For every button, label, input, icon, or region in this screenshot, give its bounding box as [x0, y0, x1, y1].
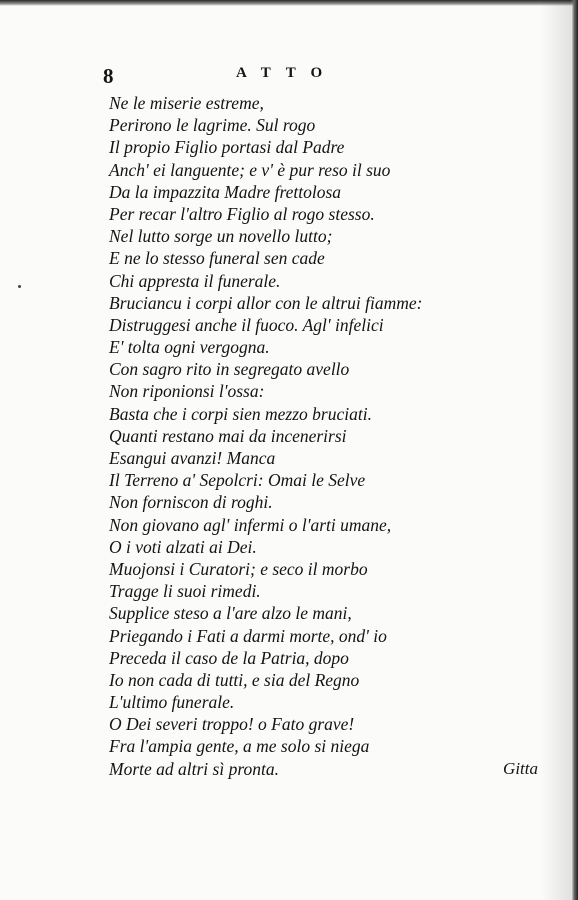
running-head: ATTO: [236, 65, 338, 81]
page-shadow: [541, 0, 571, 900]
catchword: Gitta: [503, 759, 538, 778]
verse-line: Fra l'ampia gente, a me solo si niega: [109, 736, 370, 757]
verse-line: E ne lo stesso funeral sen cade: [109, 248, 325, 269]
verse-line: Basta che i corpi sien mezzo bruciati.: [109, 403, 372, 424]
verse-line: Morte ad altri sì pronta.: [109, 758, 279, 779]
verse-line: Nel lutto sorge un novello lutto;: [109, 226, 333, 247]
page-number: 8: [103, 64, 114, 88]
verse-text: [109, 92, 423, 780]
verse-line: L'ultimo funerale.: [109, 692, 235, 713]
verse-line: Tragge li suoi rimedi.: [109, 581, 261, 602]
verse-line: Chi appresta il funerale.: [109, 270, 281, 291]
verse-line: Il propio Figlio portasi dal Padre: [109, 137, 345, 158]
verse-line: Per recar l'altro Figlio al rogo stesso.: [109, 203, 375, 224]
verse-line: Preceda il caso de la Patria, dopo: [109, 647, 349, 668]
verse-line: O i voti alzati ai Dei.: [109, 536, 257, 557]
verse-line: Priegando i Fati a darmi morte, ond' io: [109, 625, 387, 646]
verse-line: Ne le miserie estreme,: [109, 93, 264, 113]
verse-line: Muojonsi i Curatori; e seco il morbo: [109, 558, 368, 579]
page-right-edge: [571, 0, 578, 900]
verse-line: E' tolta ogni vergogna.: [109, 337, 270, 358]
verse-line: Quanti restano mai da incenerirsi: [109, 425, 347, 446]
verse-line: Il Terreno a' Sepolcri: Omai le Selve: [109, 470, 366, 491]
verse-line: Non forniscon di roghi.: [109, 492, 273, 513]
verse-line: Non giovano agl' infermi o l'arti umane,: [109, 514, 392, 535]
verse-line: Esangui avanzi! Manca: [109, 448, 276, 468]
verse-line: O Dei severi troppo! o Fato grave!: [109, 714, 355, 735]
verse-line: Con sagro rito in segregato avello: [109, 359, 350, 380]
verse-line: Brucianси i corpi allor con le altrui fiamme:: [109, 292, 423, 313]
ink-speck: [18, 285, 21, 288]
verse-line: Non riponionsi l'ossa:: [109, 381, 265, 402]
verse-line: Da la impazzita Madre frettolosa: [109, 181, 342, 202]
verse-line: Distruggesi anche il fuoco. Agl' infelici: [109, 314, 384, 335]
verse-line: Io non cada di tutti, e sia del Regno: [109, 669, 360, 690]
page-top-edge: [0, 0, 578, 6]
verse-line: Anch' ei languente; e v' è pur reso il suo: [109, 159, 391, 180]
verse-line: Perirono le lagrime. Sul rogo: [109, 115, 316, 136]
verse-line: Supplice steso a l'are alzo le mani,: [109, 603, 352, 624]
